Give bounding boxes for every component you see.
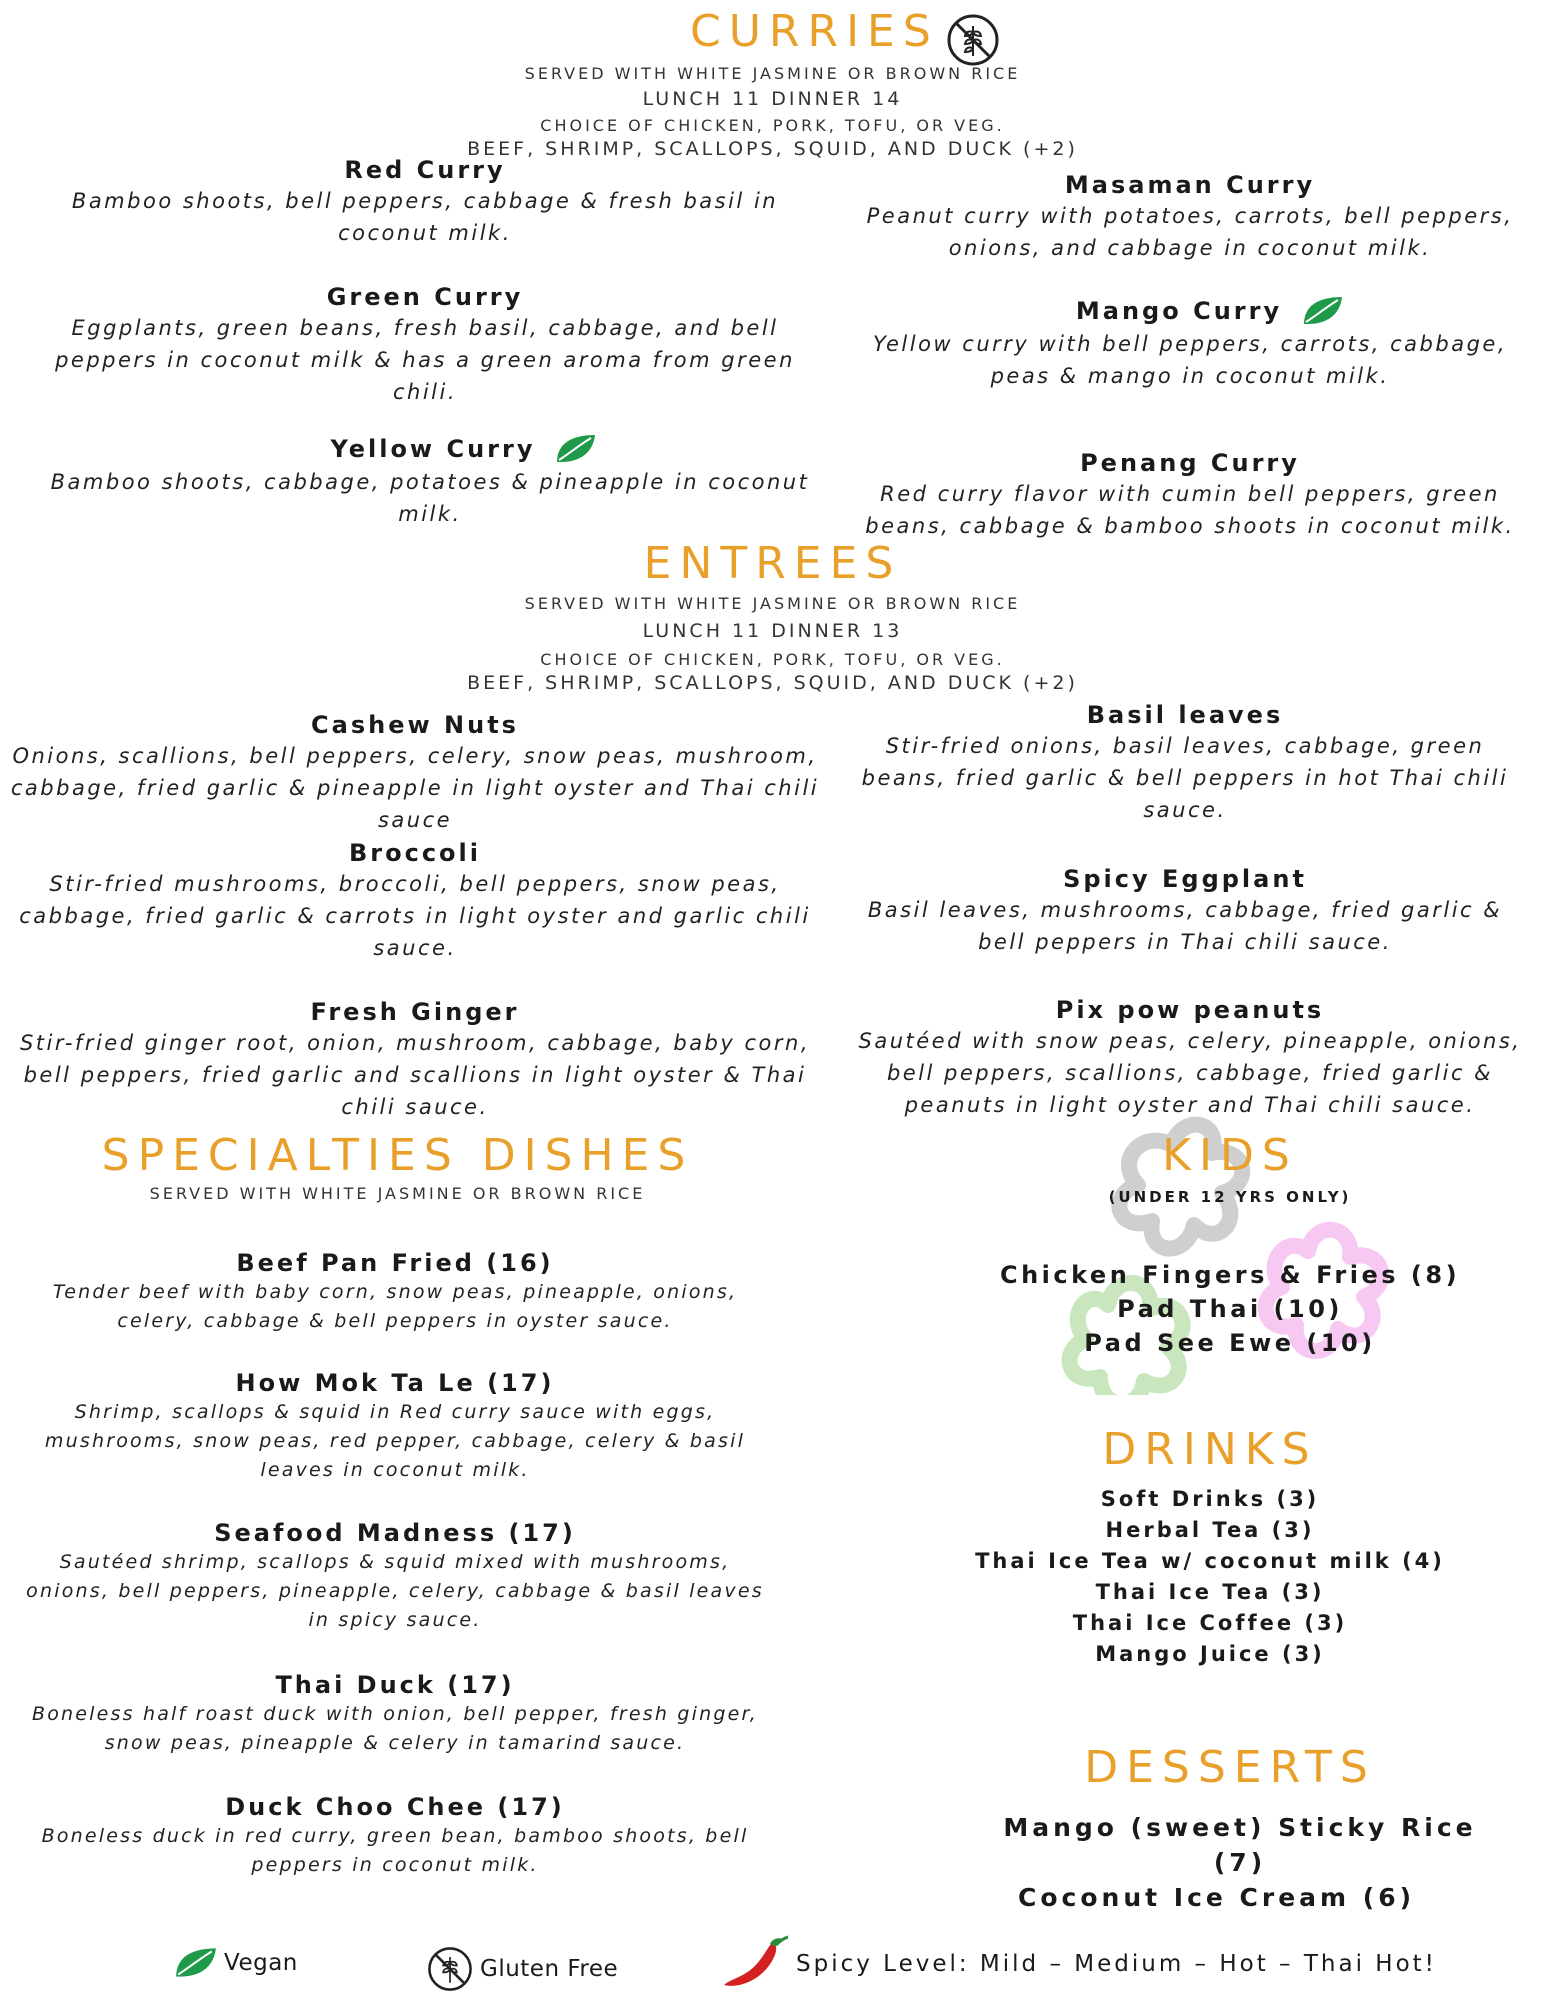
item-description: Peanut curry with potatoes, carrots, bell peppers, onions, and cabbage in coconut milk. xyxy=(866,204,1514,260)
menu-item xyxy=(15,838,815,964)
curries-choice-extra: BEEF, SHRIMP, SCALLOPS, SQUID, AND DUCK (+2) xyxy=(467,138,1078,160)
drinks-title: DRINKS xyxy=(1102,1424,1318,1475)
menu-item xyxy=(10,1368,780,1485)
kids-age-note: (UNDER 12 YRS ONLY) xyxy=(1108,1188,1352,1206)
item-name: Thai Duck (17) xyxy=(275,1671,515,1699)
legend-vegan xyxy=(172,1945,298,1981)
item-name: Mango Curry xyxy=(1075,297,1283,325)
curries-choice: CHOICE OF CHICKEN, PORK, TOFU, OR VEG. xyxy=(540,116,1005,135)
item-description: Stir-fried ginger root, onion, mushroom, cabbage, baby corn, bell peppers, fried garlic and scallions in light oyster & Thai chili sauce. xyxy=(19,1031,811,1119)
item-description: Eggplants, green beans, fresh basil, cabbage, and bell peppers in coconut milk & has a green aroma from green chili. xyxy=(55,316,795,404)
menu-item xyxy=(5,1670,785,1758)
kids-list xyxy=(960,1258,1500,1360)
menu-item xyxy=(840,294,1540,392)
leaf-icon xyxy=(172,1945,218,1981)
gluten-free-icon xyxy=(945,12,1001,68)
item-description: Boneless half roast duck with onion, bell pepper, fresh ginger, snow peas, pineapple & celery in tamarind sauce. xyxy=(31,1703,759,1754)
curries-served: SERVED WITH WHITE JASMINE OR BROWN RICE xyxy=(524,64,1021,83)
item-name-row xyxy=(1076,294,1344,328)
item-description: Shrimp, scallops & squid in Red curry sauce with eggs, mushrooms, snow peas, red pepper, cabbage, celery & basil leaves in coconut milk. xyxy=(44,1401,746,1481)
list-item: Thai Ice Tea w/ coconut milk (4) xyxy=(975,1549,1445,1573)
item-name: Seafood Madness (17) xyxy=(214,1519,576,1547)
item-description: Red curry flavor with cumin bell peppers, green beans, cabbage & bamboo shoots in coconut milk. xyxy=(865,482,1515,538)
chili-pepper-icon xyxy=(720,1935,790,1993)
item-name: Basil leaves xyxy=(1086,701,1284,729)
item-description: Yellow curry with bell peppers, carrots, cabbage, peas & mango in coconut milk. xyxy=(872,332,1508,388)
item-name: How Mok Ta Le (17) xyxy=(235,1369,555,1397)
menu-item xyxy=(10,1792,780,1880)
menu-item xyxy=(5,997,825,1123)
item-name: Beef Pan Fried (16) xyxy=(236,1249,554,1277)
item-description: Tender beef with baby corn, snow peas, pineapple, onions, celery, cabbage & bell peppers in oyster sauce. xyxy=(52,1281,738,1332)
menu-item xyxy=(20,155,830,249)
list-item: Mango (sweet) Sticky Rice (7) xyxy=(1003,1813,1477,1877)
list-item: Mango Juice (3) xyxy=(1095,1642,1325,1666)
item-name: Penang Curry xyxy=(1080,449,1300,477)
legend-gluten-free-label: Gluten Free xyxy=(480,1956,619,1982)
menu-item xyxy=(840,448,1540,542)
list-item: Chicken Fingers & Fries (8) xyxy=(999,1261,1461,1289)
leaf-icon xyxy=(1300,294,1344,328)
item-name: Fresh Ginger xyxy=(310,998,520,1026)
item-name: Masaman Curry xyxy=(1064,171,1316,199)
curries-title: CURRIES xyxy=(690,6,939,57)
desserts-title: DESSERTS xyxy=(1084,1742,1376,1793)
desserts-list xyxy=(990,1810,1490,1915)
item-name: Pix pow peanuts xyxy=(1055,996,1325,1024)
menu-item xyxy=(10,1248,780,1336)
item-description: Stir-fried mushrooms, broccoli, bell peppers, snow peas, cabbage, fried garlic & carrots in light oyster and garlic chili sauce. xyxy=(19,872,811,960)
legend-spicy xyxy=(720,1935,1437,1993)
item-name: Duck Choo Chee (17) xyxy=(225,1793,565,1821)
list-item: Soft Drinks (3) xyxy=(1100,1487,1320,1511)
list-item: Coconut Ice Cream (6) xyxy=(1018,1883,1416,1912)
item-name-row xyxy=(331,432,598,466)
legend-vegan-label: Vegan xyxy=(224,1950,298,1976)
item-description: Onions, scallions, bell peppers, celery, snow peas, mushroom, cabbage, fried garlic & pineapple in light oyster and Thai chili sauce xyxy=(10,744,820,832)
leaf-icon xyxy=(553,432,597,466)
entrees-price: LUNCH 11 DINNER 13 xyxy=(642,620,903,642)
item-description: Stir-fried onions, basil leaves, cabbage, green beans, fried garlic & bell peppers in hot Thai chili sauce. xyxy=(861,734,1509,822)
list-item: Herbal Tea (3) xyxy=(1105,1518,1315,1542)
item-description: Sautéed shrimp, scallops & squid mixed with mushrooms, onions, bell peppers, pineapple, celery, cabbage & basil leaves in spicy sauce. xyxy=(26,1551,764,1631)
list-item: Thai Ice Coffee (3) xyxy=(1072,1611,1348,1635)
menu-item xyxy=(20,282,830,408)
menu-item xyxy=(840,864,1530,958)
item-name: Red Curry xyxy=(344,156,506,184)
specialties-title: SPECIALTIES DISHES xyxy=(101,1130,694,1181)
item-name: Green Curry xyxy=(326,283,524,311)
menu-item xyxy=(840,700,1530,826)
item-description: Bamboo shoots, bell peppers, cabbage & fresh basil in coconut milk. xyxy=(71,189,779,245)
menu-item xyxy=(840,995,1540,1121)
menu-item xyxy=(840,170,1540,264)
item-description: Basil leaves, mushrooms, cabbage, fried garlic & bell peppers in Thai chili sauce. xyxy=(867,898,1503,954)
list-item: Pad Thai (10) xyxy=(1117,1295,1343,1323)
curries-price: LUNCH 11 DINNER 14 xyxy=(642,88,903,110)
item-description: Bamboo shoots, cabbage, potatoes & pineapple in coconut milk. xyxy=(50,470,810,526)
list-item: Pad See Ewe (10) xyxy=(1084,1329,1376,1357)
legend-gluten-free xyxy=(426,1945,618,1993)
entrees-choice: CHOICE OF CHICKEN, PORK, TOFU, OR VEG. xyxy=(540,650,1005,669)
item-description: Boneless duck in red curry, green bean, bamboo shoots, bell peppers in coconut milk. xyxy=(41,1825,749,1876)
menu-item xyxy=(10,1518,780,1635)
entrees-served: SERVED WITH WHITE JASMINE OR BROWN RICE xyxy=(524,594,1021,613)
kids-title: KIDS xyxy=(1162,1130,1298,1181)
item-name: Broccoli xyxy=(348,839,481,867)
menu-item xyxy=(20,432,840,530)
legend-spicy-label: Spicy Level: Mild – Medium – Hot – Thai Hot! xyxy=(796,1951,1437,1977)
item-description: Sautéed with snow peas, celery, pineapple, onions, bell peppers, scallions, cabbage, fried garlic & peanuts in light oyster and Thai chili sauce. xyxy=(858,1029,1522,1117)
gluten-free-icon xyxy=(426,1945,474,1993)
entrees-title: ENTREES xyxy=(643,538,902,589)
drinks-list xyxy=(960,1484,1460,1670)
item-name: Cashew Nuts xyxy=(311,711,519,739)
specialties-served: SERVED WITH WHITE JASMINE OR BROWN RICE xyxy=(149,1184,646,1203)
item-name: Yellow Curry xyxy=(330,435,536,463)
menu-item xyxy=(5,710,825,836)
list-item: Thai Ice Tea (3) xyxy=(1095,1580,1325,1604)
item-name: Spicy Eggplant xyxy=(1063,865,1307,893)
entrees-choice-extra: BEEF, SHRIMP, SCALLOPS, SQUID, AND DUCK (+2) xyxy=(467,672,1078,694)
